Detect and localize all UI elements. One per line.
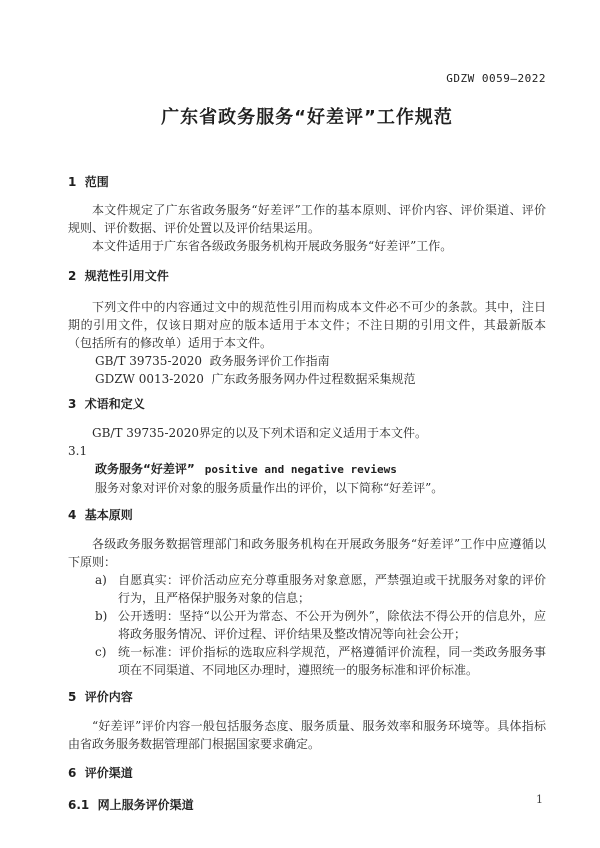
page-number: 1 <box>536 793 543 806</box>
term-line <box>68 460 546 479</box>
section-4-heading: 4 基本原则 <box>68 508 133 522</box>
list-item <box>68 571 546 607</box>
doc-code: GDZW 0059—2022 <box>446 72 546 85</box>
list-item-marker: b) <box>95 609 108 623</box>
term-chinese: 政务服务“好差评” <box>95 462 195 476</box>
list-item-text: 自愿真实：评价活动应充分尊重服务对象意愿，严禁强迫或干扰服务对象的评价行为，且严格保护服务对象的信息； <box>118 573 546 605</box>
section-2-heading: 2 规范性引用文件 <box>68 269 169 283</box>
section-5-heading: 5 评价内容 <box>68 690 133 704</box>
section-3-paragraph-1: GB/T 39735-2020界定的以及下列术语和定义适用于本文件。 <box>92 426 428 440</box>
section-4-intro: 各级政务服务数据管理部门和政务服务机构在开展政务服务“好差评”工作中应遵循以下原则： <box>68 537 546 569</box>
section-1-paragraph-2: 本文件适用于广东省各级政务服务机构开展政务服务“好差评”工作。 <box>92 239 453 253</box>
section-1-paragraph-1: 本文件规定了广东省政务服务“好差评”工作的基本原则、评价内容、评价渠道、评价规则、评价数据、评价处置以及评价结果运用。 <box>68 203 546 235</box>
section-6-heading: 6 评价渠道 <box>68 766 133 780</box>
section-2-paragraph-1: 下列文件中的内容通过文中的规范性引用而构成本文件必不可少的条款。其中，注日期的引用文件，仅该日期对应的版本适用于本文件；不注日期的引用文件，其最新版本（包括所有的修改单）适用于本文件。 <box>68 300 546 350</box>
list-item-text: 统一标准：评价指标的选取应科学规范，严格遵循评价流程，同一类政务服务事项在不同渠道、不同地区办理时，遵照统一的服务标准和评价标准。 <box>118 645 546 677</box>
section-6-1-heading: 6.1 网上服务评价渠道 <box>68 798 194 812</box>
principles-list <box>68 571 546 679</box>
section-3-heading: 3 术语和定义 <box>68 397 145 411</box>
reference-line: GB/T 39735-2020 政务服务评价工作指南 <box>95 354 330 368</box>
reference-line: GDZW 0013-2020 广东政务服务网办件过程数据采集规范 <box>95 372 416 386</box>
section-1-heading: 1 范围 <box>68 175 109 189</box>
list-item-text: 公开透明：坚持“以公开为常态、不公开为例外”，除依法不得公开的信息外，应将政务服务情况、评价过程、评价结果及整改情况等向社会公开； <box>118 609 546 641</box>
list-item <box>68 643 546 679</box>
list-item-marker: c) <box>95 645 107 659</box>
list-item-marker: a) <box>95 573 107 587</box>
list-item <box>68 607 546 643</box>
section-5-paragraph-1: “好差评”评价内容一般包括服务态度、服务质量、服务效率和服务环境等。具体指标由省政务服务数据管理部门根据国家要求确定。 <box>68 719 546 751</box>
term-definition: 服务对象对评价对象的服务质量作出的评价，以下简称“好差评”。 <box>95 481 444 495</box>
term-english: positive and negative reviews <box>204 463 397 476</box>
clause-number: 3.1 <box>68 444 88 458</box>
document-title: 广东省政务服务“好差评”工作规范 <box>161 107 453 128</box>
